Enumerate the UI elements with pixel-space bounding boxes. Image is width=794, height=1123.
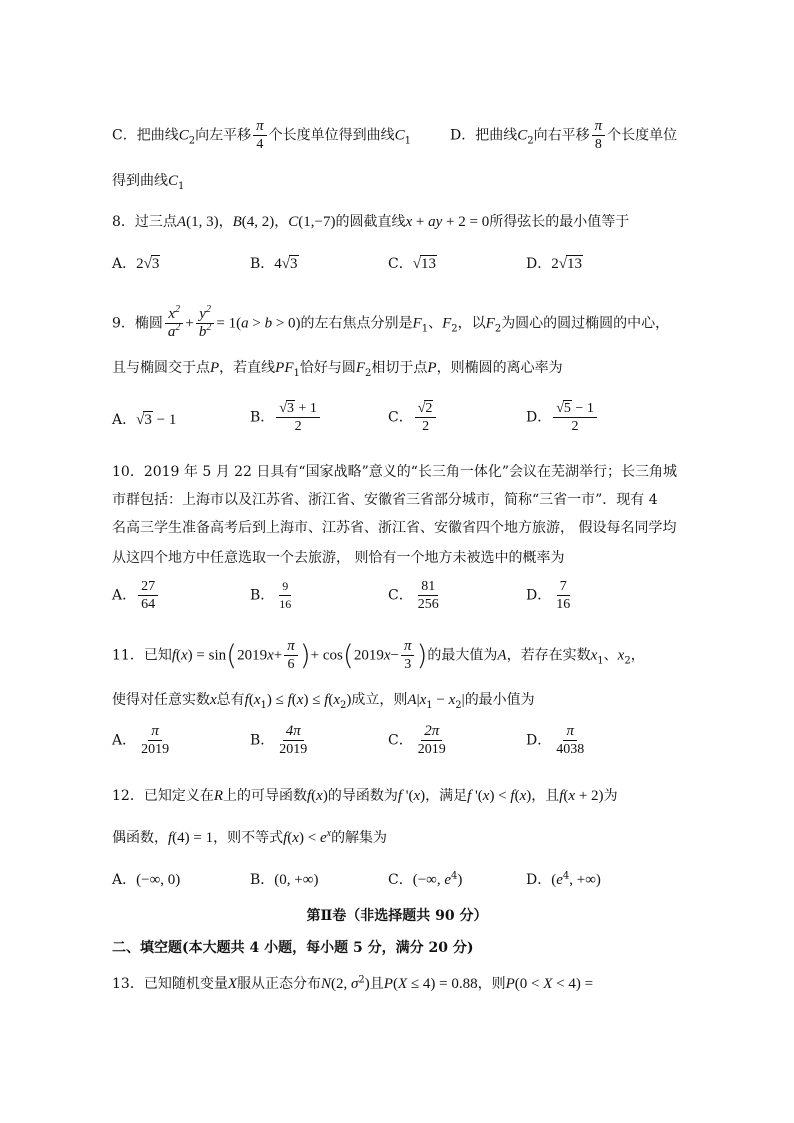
section-part-heading: 二、填空题(本大题共 4 小题，每小题 5 分，满分 20 分)	[112, 940, 474, 956]
q11-stem: 11．已知f(x) = sin(2019x+ $\frac{\pi}{6}$ )+ cos(2019x− $\frac{\pi}{3}$ )的最大值为A，若存在实数$x_1$、$x_2$，	[112, 638, 645, 672]
q9-stem: 9．椭圆 $\frac{x^2}{a^2}$ + $\frac{y^2}{b^2}$ = 1(a > b > 0)的左右焦点分别是$F_1$、$F_2$，以$F_2$为圆心的圆过椭圆的中心，	[112, 304, 670, 340]
q8-stem: 8．过三点A(1, 3)，B(4, 2)，C(1,−7)的圆截直线x + ay + 2 = 0所得弦长的最小值等于	[112, 214, 630, 230]
q10-line2: 市群包括：上海市以及江苏省、浙江省、安徽省三省部分城市，简称“三省一市”．现有 4	[112, 492, 658, 508]
q10-line3: 名高三学生准备高考后到上海市、江苏省、浙江省、安徽省四个地方旅游， 假设每名同学均	[112, 520, 677, 536]
q11-stem-line2: 使得对任意实数x总有$f(x_1) \le f(x) \le f(x_2)$成立，则$A|x_1 - x_2|$的最小值为	[112, 692, 535, 711]
q7-option-c: C．把曲线$C_2$向左平移 $\frac{\pi}{4}$ 个长度单位得到曲线$C_1$	[112, 118, 412, 152]
q12-stem-line2: 偶函数，f(4) = 1，则不等式$f(x) < e^x$的解集为	[112, 828, 388, 846]
q13-stem: 13．已知随机变量X服从正态分布N(2, $\sigma^2$)且P(X ≤ 4) = 0.88，则P(0 < X < 4) =	[112, 974, 594, 992]
q9-stem-line2: 且与椭圆交于点P，若直线$PF_1$恰好与圆$F_2$相切于点P，则椭圆的离心率为	[112, 360, 563, 379]
q10-line4: 从这四个地方中任意选取一个去旅游， 则恰有一个地方未被选中的概率为	[112, 550, 565, 566]
section-title: 第Ⅱ卷（非选择题共 90 分）	[306, 908, 488, 924]
q7-continuation: 得到曲线$C_1$	[112, 173, 185, 192]
q10-line1: 10．2019 年 5 月 22 日具有“国家战略”意义的“长三角一体化”会议在芜湖举行；长三角城	[112, 464, 678, 480]
q7-option-d: D．把曲线$C_2$向右平移 $\frac{\pi}{8}$ 个长度单位	[450, 118, 678, 152]
q12-stem: 12．已知定义在R上的可导函数f(x)的导函数为f '(x)，满足f '(x) < f(x)，且f(x + 2)为	[112, 788, 618, 804]
